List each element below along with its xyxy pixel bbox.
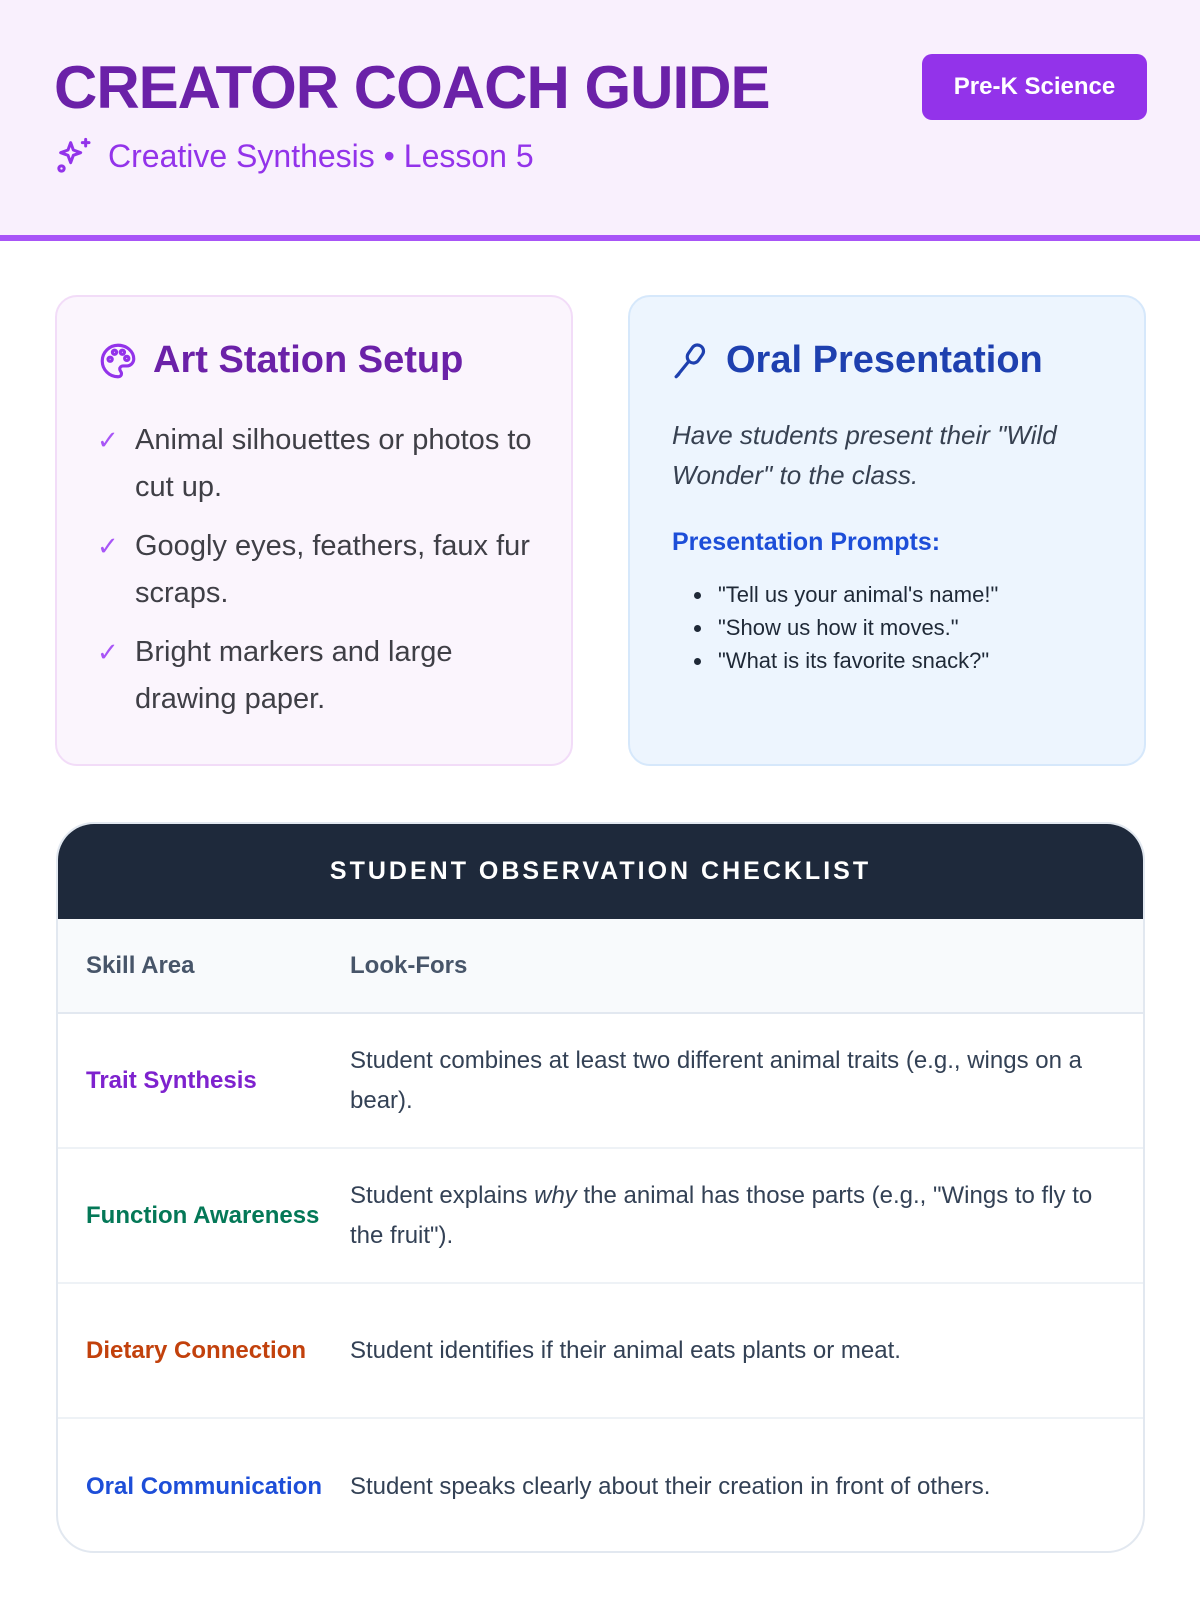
table-row	[58, 1014, 1143, 1149]
microphone-icon	[670, 340, 712, 382]
subtitle-text: Creative Synthesis • Lesson 5	[108, 137, 534, 174]
table-row	[58, 1419, 1143, 1553]
prompts-heading: Presentation Prompts:	[672, 528, 941, 556]
supply-text: Googly eyes, feathers, faux fur scraps.	[135, 530, 530, 609]
supply-text: Animal silhouettes or photos to cut up.	[135, 424, 532, 503]
check-icon: ✓	[97, 637, 119, 667]
list-item: • "What is its favorite snack?"	[714, 644, 998, 677]
look-for: Student identifies if their animal eats plants or meat.	[350, 1336, 901, 1364]
header	[0, 0, 1200, 241]
table-header-row	[58, 919, 1143, 1014]
look-for: Student combines at least two different animal traits (e.g., wings on a bear).	[350, 1046, 1082, 1114]
look-for	[350, 1176, 1130, 1256]
look-for-text: Student explains	[350, 1181, 535, 1209]
check-icon: ✓	[97, 425, 119, 455]
oral-presentation-title: Oral Presentation	[726, 339, 1043, 381]
oral-presentation-heading	[670, 339, 1043, 382]
check-icon: ✓	[97, 531, 119, 561]
table-row	[58, 1284, 1143, 1419]
art-station-title: Art Station Setup	[153, 339, 464, 381]
grade-badge: Pre-K Science	[922, 54, 1147, 120]
skill-area: Function Awareness	[86, 1201, 320, 1229]
checklist-title: STUDENT OBSERVATION CHECKLIST	[58, 824, 1143, 919]
palette-icon	[97, 340, 139, 382]
supply-list	[97, 417, 537, 735]
prompts-list	[714, 578, 998, 677]
skill-area: Dietary Connection	[86, 1336, 307, 1364]
supply-text: Bright markers and large drawing paper.	[135, 636, 453, 715]
oral-presentation-card	[628, 295, 1146, 766]
skill-area: Trait Synthesis	[86, 1066, 257, 1094]
look-for-text: the animal has those parts (e.g., "Wings to fly to the fruit").	[350, 1181, 1093, 1249]
table-row	[58, 1149, 1143, 1284]
list-item	[97, 523, 537, 617]
lesson-subtitle	[54, 136, 534, 176]
sparkles-icon	[54, 136, 94, 176]
list-item	[97, 629, 537, 723]
look-for-emphasis: why	[534, 1181, 577, 1209]
list-item	[97, 417, 537, 511]
column-header-skill: Skill Area	[86, 951, 195, 979]
column-header-look-fors: Look-Fors	[350, 951, 468, 979]
list-item: • "Tell us your animal's name!"	[714, 578, 998, 611]
art-station-card	[55, 295, 573, 766]
list-item: • "Show us how it moves."	[714, 611, 998, 644]
look-for: Student speaks clearly about their creation in front of others.	[350, 1472, 991, 1500]
skill-area: Oral Communication	[86, 1472, 323, 1500]
observation-checklist	[56, 822, 1145, 1553]
art-station-heading	[97, 339, 463, 382]
page-title: CREATOR COACH GUIDE	[54, 54, 770, 121]
oral-intro: Have students present their "Wild Wonder" to the class.	[672, 420, 1057, 490]
